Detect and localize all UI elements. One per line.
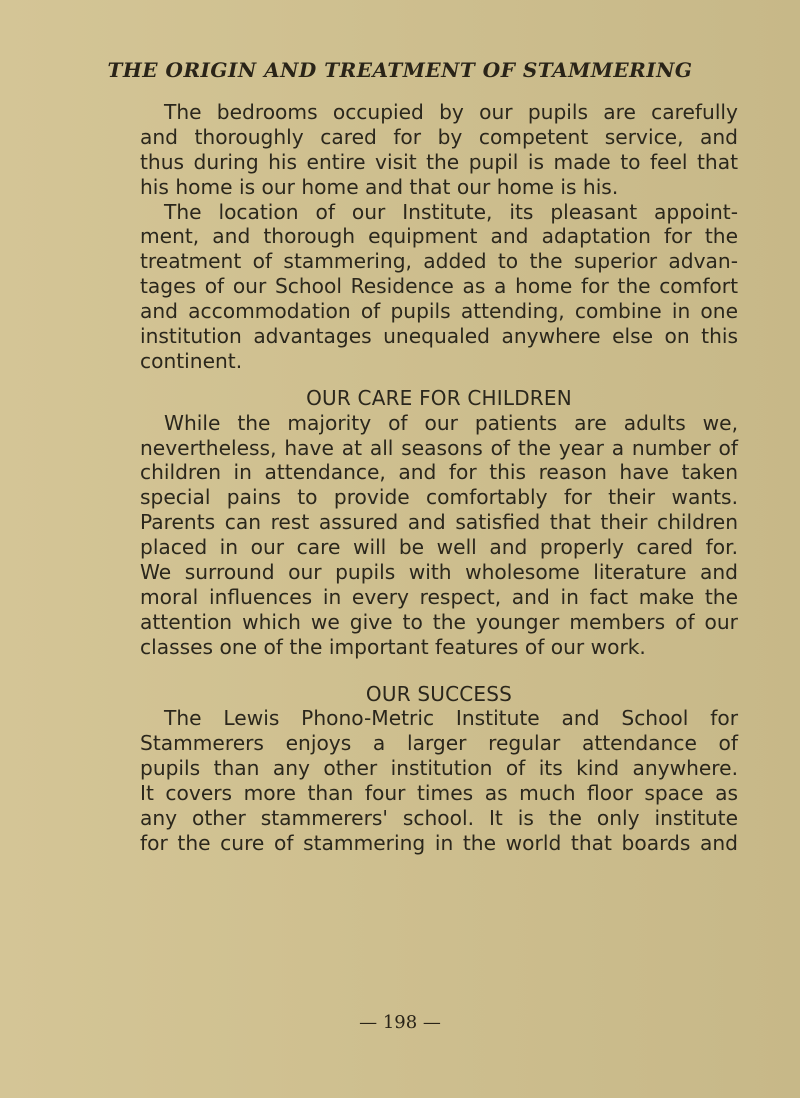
text-line: thus during his entire visit the pupil is made to feel that [140, 149, 738, 174]
text-line: any other stammerers' school. It is the only institute [140, 806, 738, 831]
text-line: his home is our home and that our home is his. [140, 174, 619, 199]
text-line: attention which we give to the younger members of our [140, 609, 738, 634]
text-line: children in attendance, and for this reason have taken [140, 460, 738, 485]
text-line: The bedrooms occupied by our pupils are carefully [164, 100, 738, 124]
section-spacer [140, 374, 738, 386]
text-line: Stammerers enjoys a larger regular attendance of [140, 731, 738, 756]
text-line: continent. [140, 348, 243, 373]
section-care-for-children [140, 386, 738, 660]
section-heading: OUR SUCCESS [365, 681, 513, 706]
text-line: tages of our School Residence as a home for the comfort [140, 274, 738, 299]
text-line: While the majority of our patients are adults we, [164, 410, 738, 435]
text-line: We surround our pupils with wholesome literature and [140, 560, 738, 585]
text-line: for the cure of stammering in the world that boards and [140, 830, 738, 855]
section-spacer [140, 660, 738, 682]
text-line: institution advantages unequaled anywhere else on this [140, 324, 738, 349]
text-line: and accommodation of pupils attending, combine in one [140, 299, 738, 324]
section-heading: OUR CARE FOR CHILDREN [306, 385, 572, 410]
text-line: It covers more than four times as much floor space as [140, 781, 738, 806]
text-line: moral influences in every respect, and in fact make the [140, 584, 738, 609]
text-line: pupils than any other institution of its kind anywhere. [140, 756, 738, 781]
running-head: THE ORIGIN AND TREATMENT OF STAMMERING [107, 58, 693, 82]
text-line: treatment of stammering, added to the superior advan- [140, 249, 738, 274]
text-line: The location of our Institute, its pleasant appoint- [164, 199, 738, 224]
text-line: nevertheless, have at all seasons of the year a number of [140, 435, 738, 460]
text-line: and thoroughly cared for by competent service, and [140, 124, 738, 149]
text-line: The Lewis Phono-Metric Institute and School for [164, 706, 738, 731]
page-body [140, 100, 738, 856]
text-line: ment, and thorough equipment and adaptation for the [140, 224, 738, 249]
paragraph-location [140, 200, 738, 374]
text-line: special pains to provide comfortably for their wants. [140, 485, 738, 510]
text-line: placed in our care will be well and properly cared for. [140, 535, 738, 560]
paragraph-bedrooms [140, 100, 738, 200]
page-number: — 198 — [359, 1012, 441, 1033]
section-our-success [140, 682, 738, 856]
text-line: classes one of the important features of our work. [140, 634, 646, 659]
text-line: Parents can rest assured and satisfied that their children [140, 510, 738, 535]
